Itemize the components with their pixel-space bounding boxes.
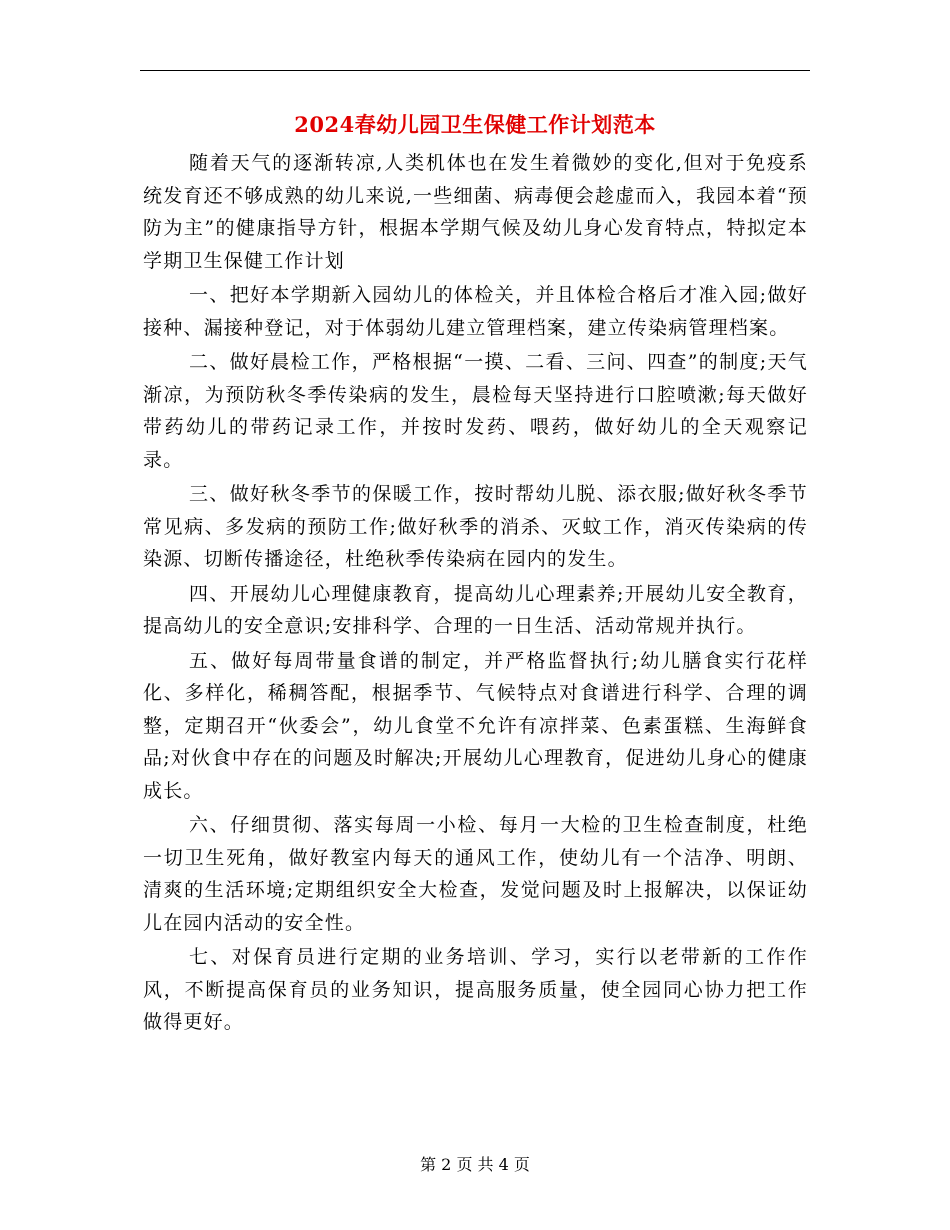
paragraph-item-1: 一、把好本学期新入园幼儿的体检关，并且体检合格后才准入园;做好接种、漏接种登记，对于体弱幼儿建立管理档案，建立传染病管理档案。 [143, 284, 808, 339]
paragraph-item-4: 四、开展幼儿心理健康教育，提高幼儿心理素养;开展幼儿安全教育，提高幼儿的安全意识;安排科学、合理的一日生活、活动常规并执行。 [143, 582, 808, 637]
paragraph-item-5: 五、做好每周带量食谱的制定，并严格监督执行;幼儿膳食实行花样化、多样化，稀稠答配，根据季节、气候特点对食谱进行科学、合理的调整，定期召开“伙委会”，幼儿食堂不允许有凉拌菜、色素蛋糕、生海鲜食品;对伙食中存在的问题及时解决;开展幼儿心理教育，促进幼儿身心的健康成长。 [143, 649, 808, 802]
paragraph-item-7: 七、对保育员进行定期的业务培训、学习，实行以老带新的工作作风，不断提高保育员的业务知识，提高服务质量，使全园同心协力把工作做得更好。 [143, 946, 808, 1033]
paragraph-item-3: 三、做好秋冬季节的保暖工作，按时帮幼儿脱、添衣服;做好秋冬季节常见病、多发病的预防工作;做好秋季的消杀、灭蚊工作，消灭传染病的传染源、切断传播途径，杜绝秋季传染病在园内的发生。 [143, 483, 808, 570]
paragraph-intro: 随着天气的逐渐转凉,人类机体也在发生着微妙的变化,但对于免疫系统发育还不够成熟的幼儿来说,一些细菌、病毒便会趁虚而入，我园本着“预防为主”的健康指导方针，根据本学期气候及幼儿身心发育特点，特拟定本学期卫生保健工作计划 [143, 152, 808, 272]
page-number-footer: 第 2 页 共 4 页 [420, 1155, 530, 1174]
paragraph-item-2: 二、做好晨检工作，严格根据“一摸、二看、三问、四查”的制度;天气渐凉，为预防秋冬季传染病的发生，晨检每天坚持进行口腔喷漱;每天做好带药幼儿的带药记录工作，并按时发药、喂药，做好幼儿的全天观察记录。 [143, 351, 808, 471]
paragraph-item-6: 六、仔细贯彻、落实每周一小检、每月一大检的卫生检查制度，杜绝一切卫生死角，做好教室内每天的通风工作，使幼儿有一个洁净、明朗、清爽的生活环境;定期组织安全大检查，发觉问题及时上报解决，以保证幼儿在园内活动的安全性。 [143, 814, 808, 934]
document-body [143, 147, 808, 1041]
document-title: 2024春幼儿园卫生保健工作计划范本 [294, 112, 656, 137]
header-rule [140, 70, 810, 71]
